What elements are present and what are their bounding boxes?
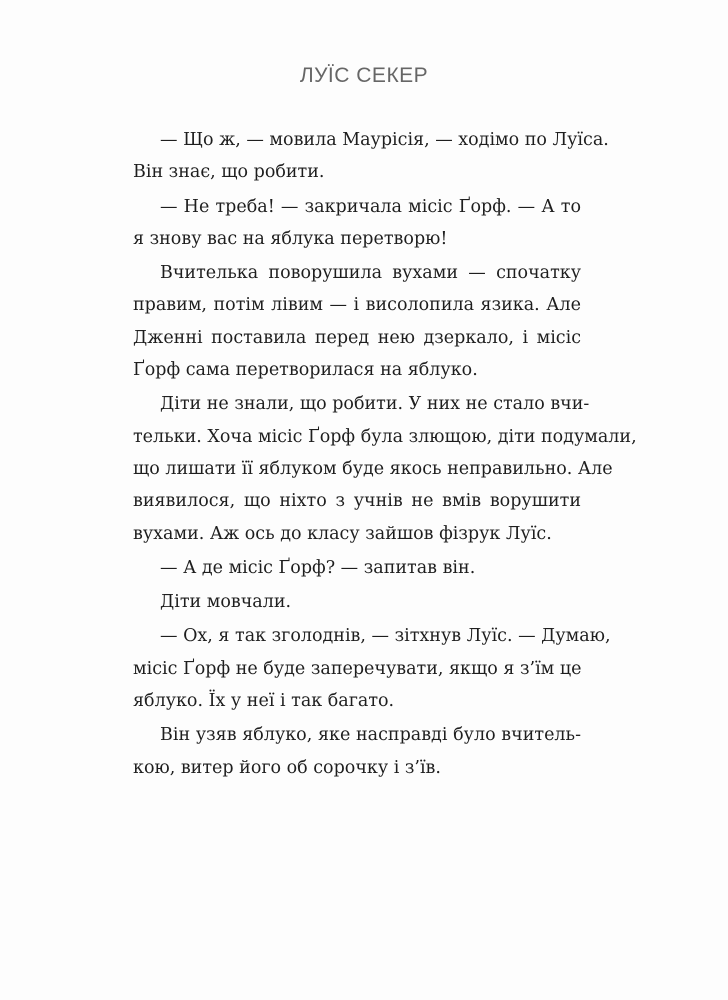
text-line: — А де місіс Ґорф? — запитав він. (160, 557, 476, 578)
text-line: яблуко. Їх у неї і так багато. (133, 691, 395, 712)
text-line: вухами. Аж ось до класу зайшов фізрук Луїс. (133, 523, 552, 544)
text-line: Ґорф сама перетворилася на яблуко. (133, 360, 478, 381)
text-line: — Що ж, — мовила Маурісія, — ходімо по Луїса. (160, 130, 609, 150)
paragraph (133, 586, 581, 618)
text-line: тельки. Хоча місіс Ґорф була злющою, діти подумали, (133, 426, 637, 447)
text-line: місіс Ґорф не буде заперечувати, якщо я з’їм це (133, 658, 582, 679)
text-line: — Не треба! — закричала місіс Ґорф. — А то (160, 196, 581, 217)
body-text (133, 124, 637, 786)
paragraph (133, 257, 581, 386)
text-line: Він знає, що робити. (133, 162, 325, 183)
paragraph (133, 620, 611, 717)
text-line: Діти не знали, що робити. У них не стало вчи- (160, 394, 590, 415)
text-line: Вчителька поворушила вухами — спочатку (160, 263, 581, 284)
text-line: Дженні поставила перед нею дзеркало, і місіс (133, 327, 581, 348)
text-line: Діти мовчали. (160, 592, 292, 613)
text-line: правим, потім лівим — і висолопила язика. Але (133, 295, 581, 316)
text-line: Він узяв яблуко, яке насправді було вчитель- (160, 725, 581, 746)
text-line: я знову вас на яблука перетворю! (133, 228, 448, 249)
paragraph (133, 552, 581, 584)
running-header: ЛУЇС СЕКЕР (299, 64, 429, 87)
text-line: — Ох, я так зголоднів, — зітхнув Луїс. — Думаю, (160, 626, 611, 647)
paragraph (133, 719, 581, 784)
paragraph (133, 191, 581, 256)
text-line: кою, витер його об сорочку і з’їв. (133, 757, 441, 778)
paragraph (133, 388, 637, 549)
paragraph (133, 124, 609, 189)
text-line: що лишати її яблуком буде якось неправильно. Але (133, 458, 613, 479)
text-line: виявилося, що ніхто з учнів не вмів ворушити (133, 491, 581, 512)
